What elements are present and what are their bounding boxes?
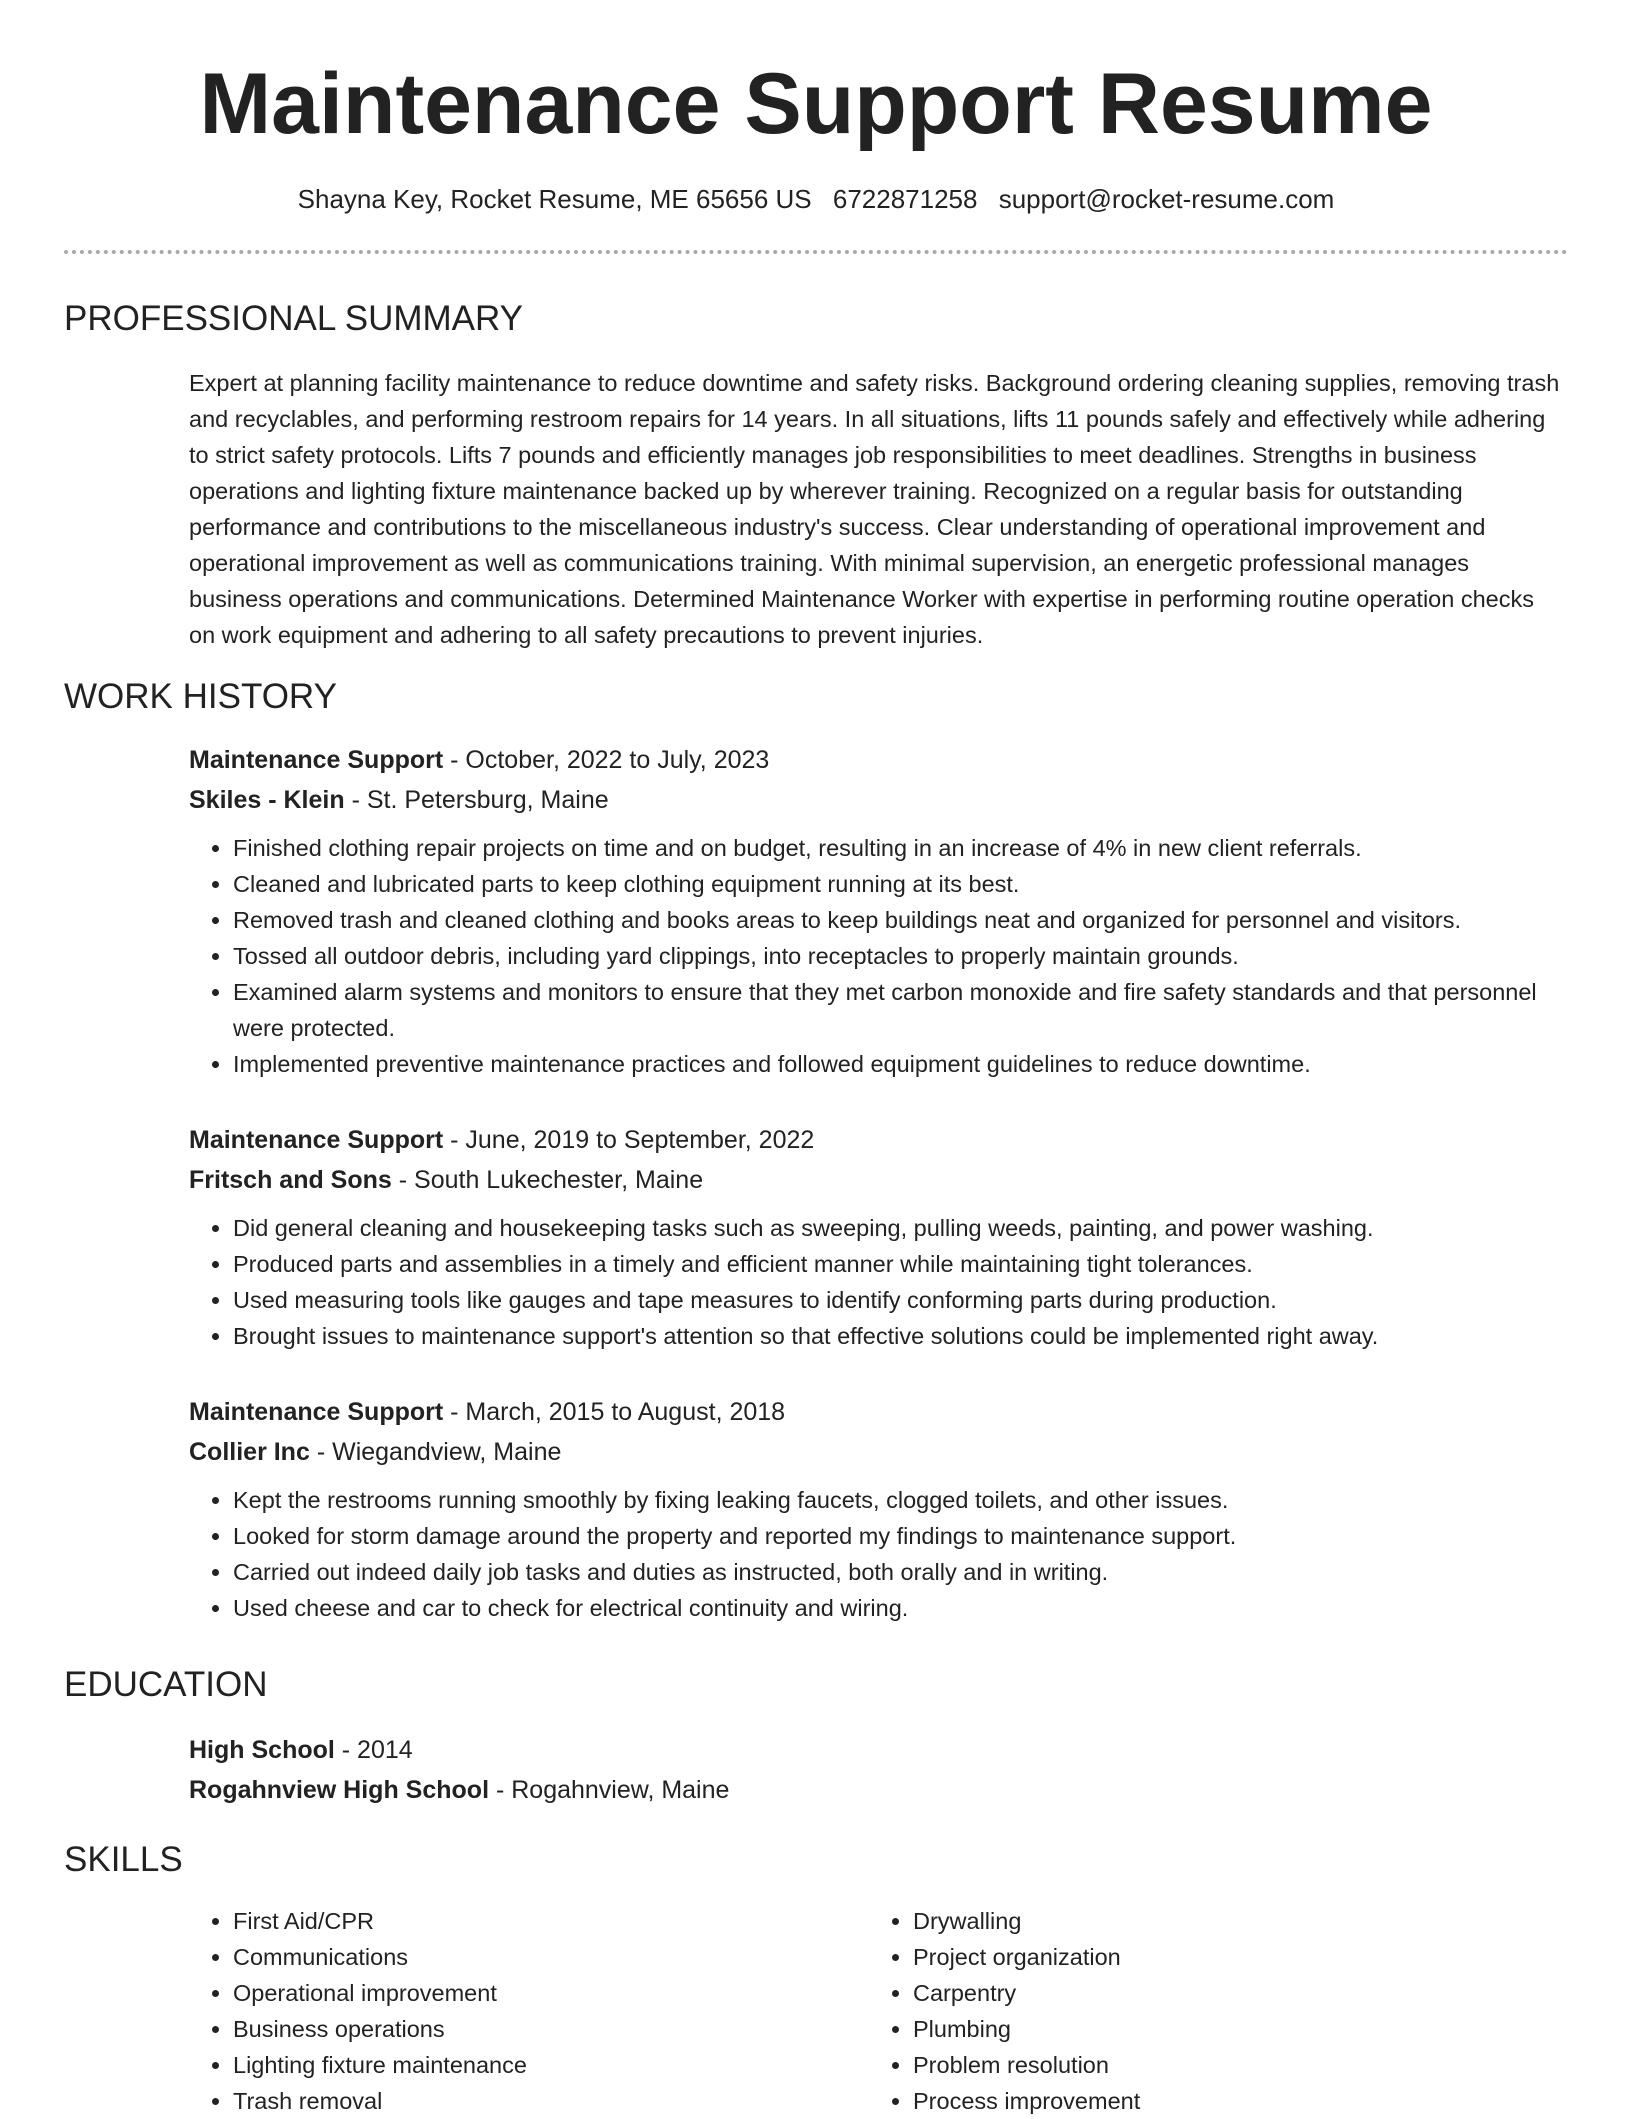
job-title: Maintenance Support	[189, 1126, 444, 1154]
job-company-line	[189, 1432, 1564, 1472]
contact-phone: 6722871258	[832, 184, 978, 214]
job-title-line	[189, 1120, 1564, 1160]
resume-title: Maintenance Support Resume	[199, 56, 1433, 152]
job-location: - St. Petersburg, Maine	[344, 786, 609, 814]
job-company: Collier Inc	[189, 1438, 310, 1466]
job-location: - South Lukechester, Maine	[391, 1166, 704, 1194]
job-bullet: • Used cheese and car to check for electrical continuity and wiring.	[233, 1590, 1564, 1626]
job-bullet: • Looked for storm damage around the property and reported my findings to maintenance support.	[233, 1518, 1564, 1554]
contact-line	[0, 181, 1632, 217]
job-bullet: • Finished clothing repair projects on time and on budget, resulting in an increase of 4% in new client referrals.	[233, 830, 1564, 866]
skills-list	[189, 1903, 789, 2119]
skill-item: • Communications	[233, 1939, 789, 1975]
education-location: - Rogahnview, Maine	[489, 1776, 730, 1804]
job-bullet: • Cleaned and lubricated parts to keep clothing equipment running at its best.	[233, 866, 1564, 902]
job-location: - Wiegandview, Maine	[309, 1438, 562, 1466]
education-entry	[189, 1730, 1564, 1810]
education-degree-line	[189, 1730, 1564, 1770]
education-school-line	[189, 1770, 1564, 1810]
job-bullet: • Tossed all outdoor debris, including yard clippings, into receptacles to properly maintain grounds.	[233, 938, 1564, 974]
summary-heading: PROFESSIONAL SUMMARY	[64, 299, 523, 338]
summary-text: Expert at planning facility maintenance to reduce downtime and safety risks. Background ordering cleaning supplies, removing trash and recyclables, and performing restroom repairs for 14 years. In all situations, lifts 11 pounds safely and effectively while adhering to strict safety protocols. Lifts 7 pounds and efficiently manages job responsibilities to meet deadlines. Strengths in business operations and lighting fixture maintenance backed up by wherever training. Recognized on a regular basis for outstanding performance and contributions to the miscellaneous industry's success. Clear understanding of operational improvement and operational improvement as well as communications training. With minimal supervision, an energetic professional manages business operations and communications. Determined Maintenance Worker with expertise in performing routine operation checks on work equipment and adhering to all safety precautions to prevent injuries.	[189, 370, 1560, 648]
skill-item: • Lighting fixture maintenance	[233, 2047, 789, 2083]
job-entry	[189, 1392, 1564, 1626]
education-year: - 2014	[334, 1736, 413, 1764]
job-bullet: • Used measuring tools like gauges and tape measures to identify conforming parts during production.	[233, 1282, 1564, 1318]
skill-item: • Trash removal	[233, 2083, 789, 2119]
contact-address: Shayna Key, Rocket Resume, ME 65656 US	[297, 184, 812, 214]
skill-item: • Operational improvement	[233, 1975, 789, 2011]
job-bullet: • Produced parts and assemblies in a timely and efficient manner while maintaining tight tolerances.	[233, 1246, 1564, 1282]
skill-item: • Project organization	[913, 1939, 1469, 1975]
job-dates: - June, 2019 to September, 2022	[443, 1126, 815, 1154]
skills-column-right	[869, 1903, 1469, 2119]
skills-column-left	[189, 1903, 789, 2119]
job-company: Skiles - Klein	[189, 786, 345, 814]
skill-item: • Process improvement	[913, 2083, 1469, 2119]
skill-item: • First Aid/CPR	[233, 1903, 789, 1939]
job-title-line	[189, 740, 1564, 780]
job-company-line	[189, 780, 1564, 820]
education-school: Rogahnview High School	[189, 1776, 490, 1804]
skill-item: • Carpentry	[913, 1975, 1469, 2011]
job-bullets	[189, 830, 1564, 1082]
skill-item: • Plumbing	[913, 2011, 1469, 2047]
contact-email: support@rocket-resume.com	[998, 184, 1335, 214]
skills-list	[869, 1903, 1469, 2119]
skill-item: • Problem resolution	[913, 2047, 1469, 2083]
education-degree: High School	[189, 1736, 335, 1764]
header-divider	[64, 250, 1568, 254]
job-bullet: • Did general cleaning and housekeeping tasks such as sweeping, pulling weeds, painting, and power washing.	[233, 1210, 1564, 1246]
job-bullets	[189, 1210, 1564, 1354]
skills-heading: SKILLS	[64, 1840, 183, 1879]
job-entry	[189, 740, 1564, 1082]
job-title: Maintenance Support	[189, 746, 444, 774]
job-title-line	[189, 1392, 1564, 1432]
job-entry	[189, 1120, 1564, 1354]
job-bullet: • Carried out indeed daily job tasks and duties as instructed, both orally and in writing.	[233, 1554, 1564, 1590]
job-bullets	[189, 1482, 1564, 1626]
work-history-heading: WORK HISTORY	[64, 677, 337, 716]
skill-item: • Business operations	[233, 2011, 789, 2047]
job-dates: - March, 2015 to August, 2018	[443, 1398, 786, 1426]
job-bullet: • Implemented preventive maintenance practices and followed equipment guidelines to reduce downtime.	[233, 1046, 1564, 1082]
job-bullet: • Kept the restrooms running smoothly by fixing leaking faucets, clogged toilets, and other issues.	[233, 1482, 1564, 1518]
education-heading: EDUCATION	[64, 1665, 268, 1704]
job-company-line	[189, 1160, 1564, 1200]
job-bullet: • Examined alarm systems and monitors to ensure that they met carbon monoxide and fire safety standards and that personnel were protected.	[233, 974, 1564, 1046]
job-bullet: • Brought issues to maintenance support's attention so that effective solutions could be implemented right away.	[233, 1318, 1564, 1354]
job-company: Fritsch and Sons	[189, 1166, 392, 1194]
job-bullet: • Removed trash and cleaned clothing and books areas to keep buildings neat and organized for personnel and visitors.	[233, 902, 1564, 938]
job-dates: - October, 2022 to July, 2023	[443, 746, 770, 774]
job-title: Maintenance Support	[189, 1398, 444, 1426]
skill-item: • Drywalling	[913, 1903, 1469, 1939]
